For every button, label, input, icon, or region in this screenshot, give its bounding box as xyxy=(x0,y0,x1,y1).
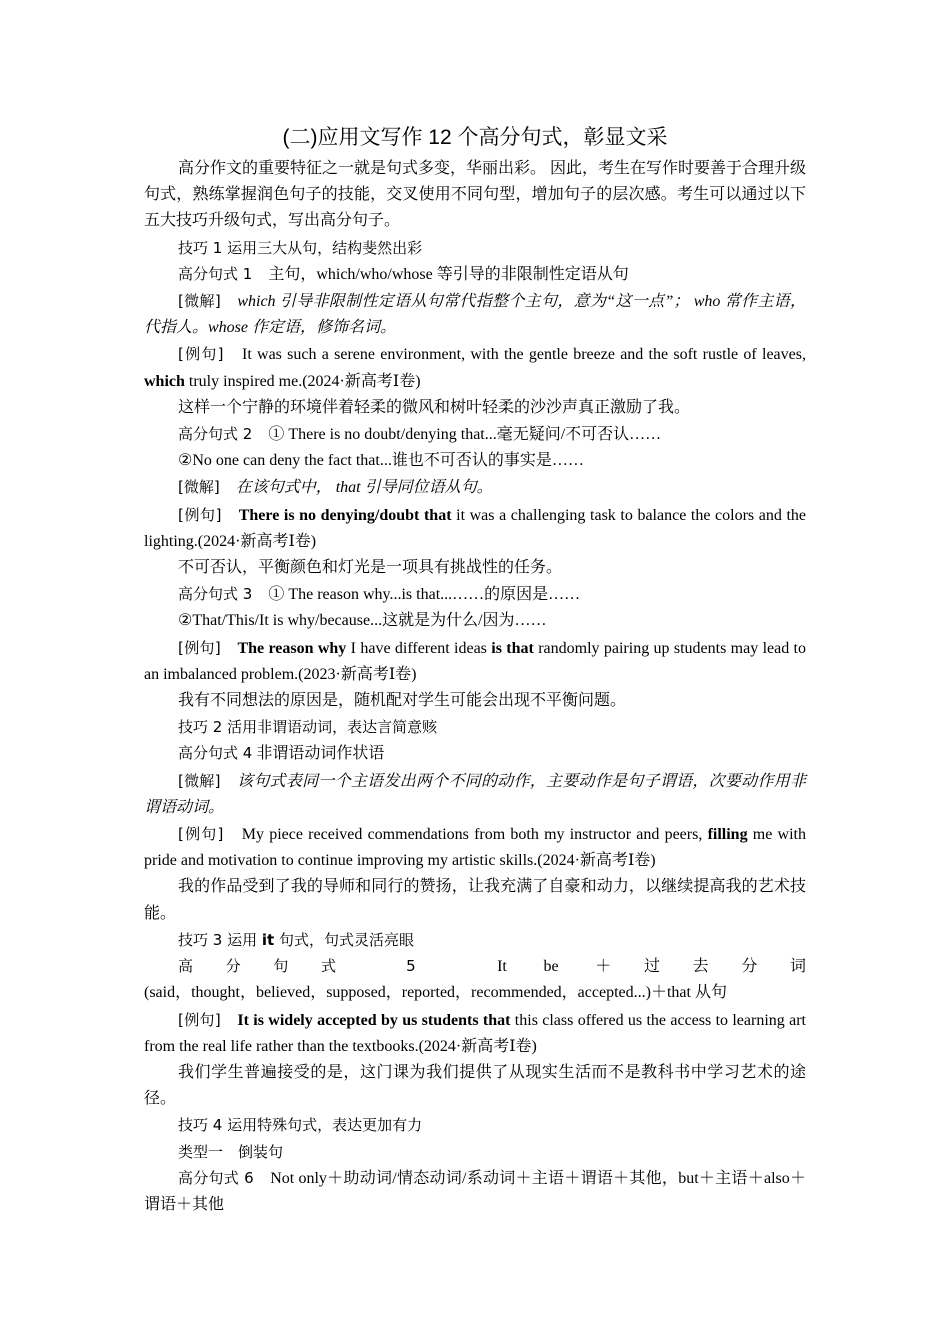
pattern-3 xyxy=(144,581,806,608)
pattern-4-translation: 我的作品受到了我的导师和同行的赞扬，让我充满了自豪和动力，以继续提高我的艺术技能。 xyxy=(144,878,806,922)
example-5-highlight: It is widely accepted by us students that xyxy=(237,1011,511,1029)
pattern-1-note xyxy=(144,288,806,341)
pattern-4-label: 高分句式 4 xyxy=(178,744,253,763)
example-3-mid: I have different ideas xyxy=(350,639,487,657)
pattern-2 xyxy=(144,421,806,448)
pattern-4-note xyxy=(144,768,806,821)
example-3-highlight-2: is that xyxy=(491,639,534,657)
wj-label: [微解] xyxy=(178,771,221,790)
pattern-1-example xyxy=(144,341,806,394)
pattern-1-translation: 这样一个宁静的环境伴着轻柔的微风和树叶轻柔的沙沙声真正激励了我。 xyxy=(178,398,691,416)
pattern-1-label: 高分句式 1 xyxy=(178,264,253,283)
lj-label: [例句] xyxy=(178,345,224,364)
type-1-heading: 类型一 倒装句 xyxy=(178,1142,284,1161)
skill-1-heading: 技巧 1 运用三大从句，结构斐然出彩 xyxy=(178,238,423,257)
pattern-5-label: 高分句式 5 xyxy=(178,957,416,976)
example-3-part-b: randomly pairing up students may lead to an imbalanced problem.(2023·新高考Ⅰ卷) xyxy=(144,639,807,683)
pattern-3-label: 高分句式 3 xyxy=(178,585,253,604)
pattern-1-note-text: which 引导非限制性定语从句常代指整个主句，意为“这一点”； who 常作主语，代指人。whose 作定语，修饰名词。 xyxy=(144,293,806,337)
wj-label: [微解] xyxy=(178,292,221,311)
pattern-3-translation: 我有不同想法的原因是，随机配对学生可能会出现不平衡问题。 xyxy=(178,692,627,710)
skill-4-heading: 技巧 4 运用特殊句式，表达更加有力 xyxy=(178,1116,423,1135)
pattern-1-text: 主句，which/who/whose 等引导的非限制性定语从句 xyxy=(268,265,629,283)
document-page xyxy=(144,122,806,1218)
lj-label: [例句] xyxy=(178,1010,221,1029)
lj-label: [例句] xyxy=(178,638,221,657)
skill-3-highlight: it xyxy=(261,930,275,949)
skill-2-heading: 技巧 2 活用非谓语动词，表达言简意赅 xyxy=(178,718,438,737)
pattern-2-translation: 不可否认，平衡颜色和灯光是一项具有挑战性的任务。 xyxy=(178,559,563,577)
page-title: (二)应用文写作 12 个高分句式，彰显文采 xyxy=(282,126,668,149)
pattern-3-example xyxy=(144,635,806,688)
pattern-4-note-text: 该句式表同一个主语发出两个不同的动作，主要动作是句子谓语，次要动作用非谓语动词。 xyxy=(144,772,806,816)
pattern-3-text-2: ②That/This/It is why/because...这就是为什么/因为…… xyxy=(178,612,547,630)
example-1-part-b: truly inspired me.(2024·新高考Ⅰ卷) xyxy=(188,372,421,390)
pattern-2-example xyxy=(144,502,806,555)
example-1-highlight: which xyxy=(144,372,185,390)
example-3-highlight-1: The reason why xyxy=(237,639,347,657)
skill-3-part-a: 技巧 3 运用 xyxy=(178,930,258,949)
example-1-part-a: It was such a serene environment, with the gentle breeze and the soft rustle of leaves, xyxy=(242,346,806,364)
wj-label: [微解] xyxy=(178,478,220,497)
pattern-2-note xyxy=(144,474,806,501)
pattern-5-example xyxy=(144,1007,806,1060)
example-2-highlight: There is no denying/doubt that xyxy=(238,506,452,524)
pattern-6-label: 高分句式 6 xyxy=(178,1168,254,1187)
example-2-part-b: it was a challenging task to balance the colors and the lighting.(2024·新高考Ⅰ卷) xyxy=(144,506,806,550)
lj-label: [例句] xyxy=(178,505,222,524)
pattern-5-translation: 我们学生普遍接受的是，这门课为我们提供了从现实生活而不是教科书中学习艺术的途径。 xyxy=(144,1063,806,1108)
pattern-5-line-1 xyxy=(144,953,806,980)
example-4-part-a: My piece received commendations from both my instructor and peers, xyxy=(241,826,703,844)
lj-label: [例句] xyxy=(178,825,224,844)
pattern-2-text-2: ②No one can deny the fact that...谁也不可否认的事实是…… xyxy=(178,452,584,470)
pattern-4-example xyxy=(144,821,806,874)
pattern-6 xyxy=(144,1165,806,1218)
pattern-2-text-1: ① There is no doubt/denying that...毫无疑问/不可否认…… xyxy=(268,426,662,444)
intro-paragraph: 高分作文的重要特征之一就是句式多变，华丽出彩。 因此，考生在写作时要善于合理升级句式，熟练掌握润色句子的技能，交叉使用不同句型，增加句子的层次感。考生可以通过以下五大技巧升级句式，写出高分句子。 xyxy=(144,160,807,230)
pattern-5-line-2: (said，thought，believed，supposed，reported，recommended，accepted...)＋that 从句 xyxy=(144,984,727,1002)
pattern-1 xyxy=(144,261,806,288)
pattern-6-text: Not only＋助动词/情态动词/系动词＋主语＋谓语＋其他，but＋主语＋also＋谓语＋其他 xyxy=(144,1169,807,1213)
example-4-highlight: filling xyxy=(707,826,748,844)
pattern-5-text-1: It be ＋过去分词 xyxy=(497,958,806,976)
skill-3-part-b: 句式，句式灵活亮眼 xyxy=(278,930,414,949)
pattern-3-text-1: ① The reason why...is that...……的原因是…… xyxy=(268,586,581,604)
pattern-2-note-text: 在该句式中， that 引导同位语从句。 xyxy=(235,479,493,497)
example-4-part-b: me with pride and motivation to continue improving my artistic skills.(2024·新高考Ⅰ卷) xyxy=(144,826,807,870)
skill-3-heading xyxy=(144,927,806,953)
pattern-2-label: 高分句式 2 xyxy=(178,425,253,444)
example-5-part-b: this class offered us the access to learning art from the real life rather than the textbooks.(2024·新高考Ⅰ卷) xyxy=(144,1011,806,1055)
pattern-4 xyxy=(144,740,806,767)
pattern-4-text: 非谓语动词作状语 xyxy=(256,745,385,763)
